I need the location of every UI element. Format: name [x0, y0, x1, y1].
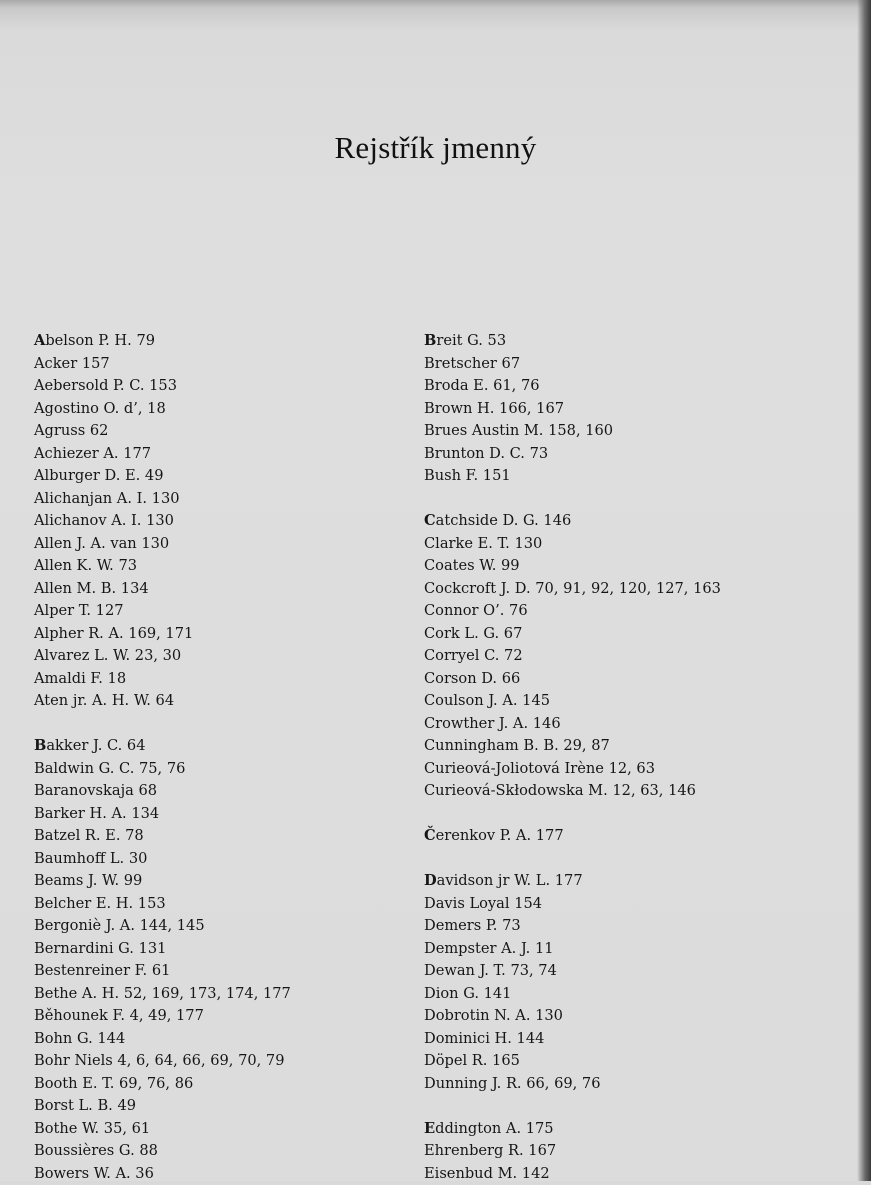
entry-name: Corson D. — [424, 670, 497, 687]
index-group-d — [424, 870, 721, 1095]
index-entry — [34, 398, 291, 421]
entry-pages: 141 — [484, 985, 512, 1002]
index-entry — [424, 600, 721, 623]
entry-name: Bush F. — [424, 467, 478, 484]
entry-pages: 134 — [131, 805, 159, 822]
index-column-left — [34, 330, 291, 1185]
index-entry — [34, 960, 291, 983]
entry-name: Amaldi F. — [34, 670, 103, 687]
index-entry — [34, 330, 291, 353]
entry-pages: 4, 6, 64, 66, 69, 70, 79 — [117, 1052, 284, 1069]
entry-name: Dominici H. — [424, 1030, 512, 1047]
entry-pages: 4, 49, 177 — [130, 1007, 204, 1024]
index-entry — [34, 1005, 291, 1028]
index-entry — [34, 420, 291, 443]
index-entry — [424, 533, 721, 556]
index-entry — [34, 1073, 291, 1096]
entry-name: Baumhoff L. — [34, 850, 124, 867]
entry-pages: 12, 63, 146 — [612, 782, 696, 799]
entry-pages: 75, 76 — [139, 760, 185, 777]
index-entry — [34, 645, 291, 668]
entry-name: Běhounek F. — [34, 1007, 125, 1024]
entry-pages: 61, 76 — [493, 377, 539, 394]
group-initial: B — [34, 737, 46, 754]
entry-pages: 158, 160 — [548, 422, 613, 439]
entry-name: Coulson J. A. — [424, 692, 518, 709]
entry-name: Alvarez L. W. — [34, 647, 130, 664]
entry-pages: 154 — [514, 895, 542, 912]
entry-name: Crowther J. A. — [424, 715, 528, 732]
index-entry — [424, 420, 721, 443]
entry-pages: 78 — [125, 827, 144, 844]
index-entry — [424, 780, 721, 803]
entry-pages: 76 — [509, 602, 528, 619]
entry-name: Dion G. — [424, 985, 479, 1002]
entry-pages: 11 — [535, 940, 554, 957]
index-group-č — [424, 825, 721, 848]
index-entry — [34, 983, 291, 1006]
entry-name: Breit G. — [424, 332, 483, 349]
entry-name: Brues Austin M. — [424, 422, 543, 439]
group-initial: Č — [424, 827, 436, 844]
entry-name: Achiezer A. — [34, 445, 119, 462]
index-entry — [424, 398, 721, 421]
entry-pages: 144, 145 — [140, 917, 205, 934]
entry-pages: 30 — [129, 850, 148, 867]
index-entry — [34, 375, 291, 398]
entry-pages: 73 — [502, 917, 521, 934]
index-entry — [424, 758, 721, 781]
entry-pages: 66, 69, 76 — [526, 1075, 600, 1092]
entry-name: Bernardini G. — [34, 940, 134, 957]
entry-pages: 66 — [502, 670, 521, 687]
index-entry — [424, 375, 721, 398]
index-entry — [34, 668, 291, 691]
entry-name: Dempster A. J. — [424, 940, 530, 957]
entry-name: Bestenreiner F. — [34, 962, 147, 979]
entry-pages: 157 — [82, 355, 110, 372]
group-initial: A — [34, 332, 45, 349]
group-initial: B — [424, 332, 436, 349]
entry-pages: 62 — [90, 422, 109, 439]
index-entry — [34, 443, 291, 466]
index-entry — [34, 488, 291, 511]
entry-name: Alichanjan A. I. — [34, 490, 147, 507]
index-entry — [34, 758, 291, 781]
index-entry — [424, 623, 721, 646]
entry-pages: 64 — [127, 737, 146, 754]
entry-name: Alichanov A. I. — [34, 512, 141, 529]
index-entry — [424, 713, 721, 736]
index-entry — [34, 1140, 291, 1163]
entry-pages: 73, 74 — [510, 962, 556, 979]
entry-name: Aebersold P. C. — [34, 377, 144, 394]
entry-name: Aten jr. A. H. W. — [34, 692, 151, 709]
index-entry — [424, 1050, 721, 1073]
group-initial: E — [424, 1120, 435, 1137]
entry-pages: 23, 30 — [135, 647, 181, 664]
group-spacer — [424, 488, 721, 511]
entry-pages: 177 — [555, 872, 583, 889]
entry-pages: 144 — [97, 1030, 125, 1047]
entry-pages: 146 — [533, 715, 561, 732]
index-entry — [424, 465, 721, 488]
index-column-right — [424, 330, 721, 1185]
entry-name: Booth E. T. — [34, 1075, 114, 1092]
index-entry — [424, 443, 721, 466]
entry-name: Connor O’. — [424, 602, 504, 619]
index-entry — [34, 578, 291, 601]
index-entry — [424, 825, 721, 848]
entry-pages: 130 — [141, 535, 169, 552]
index-entry — [424, 1140, 721, 1163]
entry-pages: 165 — [492, 1052, 520, 1069]
entry-name: Abelson P. H. — [34, 332, 132, 349]
entry-pages: 18 — [147, 400, 166, 417]
index-entry — [34, 690, 291, 713]
entry-name: Alpher R. A. — [34, 625, 124, 642]
entry-name: Catchside D. G. — [424, 512, 539, 529]
entry-pages: 130 — [535, 1007, 563, 1024]
index-entry — [424, 668, 721, 691]
index-entry — [424, 1005, 721, 1028]
entry-pages: 88 — [139, 1142, 158, 1159]
index-entry — [424, 938, 721, 961]
index-entry — [34, 1118, 291, 1141]
index-entry — [34, 893, 291, 916]
entry-name: Borst L. B. — [34, 1097, 113, 1114]
entry-pages: 175 — [526, 1120, 554, 1137]
group-initial: C — [424, 512, 436, 529]
page-title: Rejstřík jmenný — [0, 130, 871, 166]
entry-pages: 130 — [514, 535, 542, 552]
entry-pages: 142 — [522, 1165, 550, 1182]
entry-name: Eisenbud M. — [424, 1165, 517, 1182]
entry-pages: 131 — [139, 940, 167, 957]
entry-name: Bothe W. — [34, 1120, 99, 1137]
entry-pages: 73 — [530, 445, 549, 462]
entry-name: Cunningham B. B. — [424, 737, 559, 754]
entry-name: Dunning J. R. — [424, 1075, 522, 1092]
entry-name: Allen K. W. — [34, 557, 114, 574]
entry-name: Boussières G. — [34, 1142, 135, 1159]
index-entry — [424, 1028, 721, 1051]
entry-pages: 73 — [118, 557, 137, 574]
entry-pages: 134 — [121, 580, 149, 597]
entry-name: Bowers W. A. — [34, 1165, 131, 1182]
entry-name: Dewan J. T. — [424, 962, 506, 979]
entry-pages: 36 — [135, 1165, 154, 1182]
entry-pages: 145 — [522, 692, 550, 709]
entry-pages: 64 — [156, 692, 175, 709]
entry-pages: 49 — [145, 467, 164, 484]
entry-pages: 61 — [152, 962, 171, 979]
entry-pages: 67 — [504, 625, 523, 642]
index-entry — [424, 645, 721, 668]
entry-name: Eddington A. — [424, 1120, 521, 1137]
entry-name: Batzel R. E. — [34, 827, 120, 844]
index-group-c — [424, 510, 721, 803]
index-entry — [424, 555, 721, 578]
entry-name: Baldwin G. C. — [34, 760, 134, 777]
entry-pages: 67 — [502, 355, 521, 372]
entry-name: Brunton D. C. — [424, 445, 525, 462]
index-entry — [34, 600, 291, 623]
entry-name: Bohr Niels — [34, 1052, 113, 1069]
entry-name: Coates W. — [424, 557, 496, 574]
group-spacer — [424, 1095, 721, 1118]
entry-pages: 68 — [138, 782, 157, 799]
index-entry — [34, 1163, 291, 1185]
index-entry — [424, 870, 721, 893]
index-entry — [34, 555, 291, 578]
entry-name: Acker — [34, 355, 77, 372]
index-entry — [34, 915, 291, 938]
index-entry — [34, 465, 291, 488]
entry-pages: 153 — [138, 895, 166, 912]
entry-pages: 49 — [117, 1097, 136, 1114]
entry-name: Broda E. — [424, 377, 488, 394]
entry-pages: 72 — [504, 647, 523, 664]
entry-name: Bretscher — [424, 355, 497, 372]
group-initial: D — [424, 872, 437, 889]
entry-name: Curieová-Joliotová Irène — [424, 760, 604, 777]
index-entry — [34, 848, 291, 871]
entry-pages: 79 — [136, 332, 155, 349]
entry-name: Allen J. A. van — [34, 535, 137, 552]
entry-name: Demers P. — [424, 917, 497, 934]
entry-pages: 99 — [501, 557, 520, 574]
index-entry — [424, 1073, 721, 1096]
entry-pages: 29, 87 — [563, 737, 609, 754]
entry-name: Davis Loyal — [424, 895, 510, 912]
entry-pages: 52, 169, 173, 174, 177 — [124, 985, 291, 1002]
entry-pages: 18 — [108, 670, 127, 687]
index-entry — [424, 1163, 721, 1185]
entry-pages: 166, 167 — [499, 400, 564, 417]
index-entry — [34, 825, 291, 848]
index-entry — [34, 1095, 291, 1118]
entry-name: Bohn G. — [34, 1030, 93, 1047]
entry-name: Bethe A. H. — [34, 985, 119, 1002]
entry-name: Beams J. W. — [34, 872, 119, 889]
entry-pages: 99 — [124, 872, 143, 889]
entry-name: Bakker J. C. — [34, 737, 122, 754]
entry-name: Clarke E. T. — [424, 535, 510, 552]
entry-pages: 70, 91, 92, 120, 127, 163 — [535, 580, 721, 597]
entry-name: Corryel C. — [424, 647, 499, 664]
entry-name: Alburger D. E. — [34, 467, 140, 484]
index-entry — [424, 690, 721, 713]
entry-name: Agostino O. d’, — [34, 400, 143, 417]
entry-name: Ehrenberg R. — [424, 1142, 524, 1159]
entry-name: Baranovskaja — [34, 782, 134, 799]
index-entry — [424, 735, 721, 758]
index-entry — [424, 510, 721, 533]
entry-pages: 130 — [146, 512, 174, 529]
entry-name: Cork L. G. — [424, 625, 499, 642]
entry-name: Cockcroft J. D. — [424, 580, 531, 597]
index-entry — [424, 1118, 721, 1141]
group-spacer — [424, 803, 721, 826]
entry-pages: 53 — [488, 332, 507, 349]
entry-name: Bergoniè J. A. — [34, 917, 135, 934]
group-spacer — [424, 848, 721, 871]
index-entry — [34, 353, 291, 376]
group-spacer — [34, 713, 291, 736]
entry-name: Čerenkov P. A. — [424, 827, 531, 844]
entry-pages: 130 — [152, 490, 180, 507]
index-entry — [424, 960, 721, 983]
entry-pages: 151 — [483, 467, 511, 484]
entry-name: Alper T. — [34, 602, 91, 619]
index-entry — [34, 1050, 291, 1073]
index-entry — [34, 510, 291, 533]
index-group-b — [424, 330, 721, 488]
entry-pages: 169, 171 — [128, 625, 193, 642]
entry-pages: 35, 61 — [104, 1120, 150, 1137]
index-entry — [34, 780, 291, 803]
index-entry — [424, 893, 721, 916]
index-entry — [424, 915, 721, 938]
entry-pages: 177 — [536, 827, 564, 844]
entry-pages: 153 — [149, 377, 177, 394]
index-entry — [34, 623, 291, 646]
index-entry — [34, 1028, 291, 1051]
index-entry — [424, 353, 721, 376]
entry-name: Davidson jr W. L. — [424, 872, 550, 889]
index-entry — [424, 983, 721, 1006]
entry-name: Barker H. A. — [34, 805, 127, 822]
index-entry — [34, 803, 291, 826]
entry-pages: 167 — [528, 1142, 556, 1159]
entry-name: Döpel R. — [424, 1052, 487, 1069]
entry-pages: 144 — [517, 1030, 545, 1047]
entry-name: Agruss — [34, 422, 85, 439]
index-entry — [34, 938, 291, 961]
entry-pages: 146 — [543, 512, 571, 529]
entry-name: Brown H. — [424, 400, 494, 417]
index-entry — [34, 735, 291, 758]
index-group-e — [424, 1118, 721, 1185]
index-group-b — [34, 735, 291, 1185]
index-group-a — [34, 330, 291, 713]
index-entry — [34, 870, 291, 893]
entry-name: Belcher E. H. — [34, 895, 133, 912]
entry-pages: 12, 63 — [609, 760, 655, 777]
entry-name: Dobrotin N. A. — [424, 1007, 530, 1024]
entry-name: Curieová-Skłodowska M. — [424, 782, 608, 799]
entry-pages: 69, 76, 86 — [119, 1075, 193, 1092]
index-entry — [424, 330, 721, 353]
entry-pages: 127 — [96, 602, 124, 619]
entry-pages: 177 — [123, 445, 151, 462]
index-entry — [424, 578, 721, 601]
index-entry — [34, 533, 291, 556]
entry-name: Allen M. B. — [34, 580, 116, 597]
